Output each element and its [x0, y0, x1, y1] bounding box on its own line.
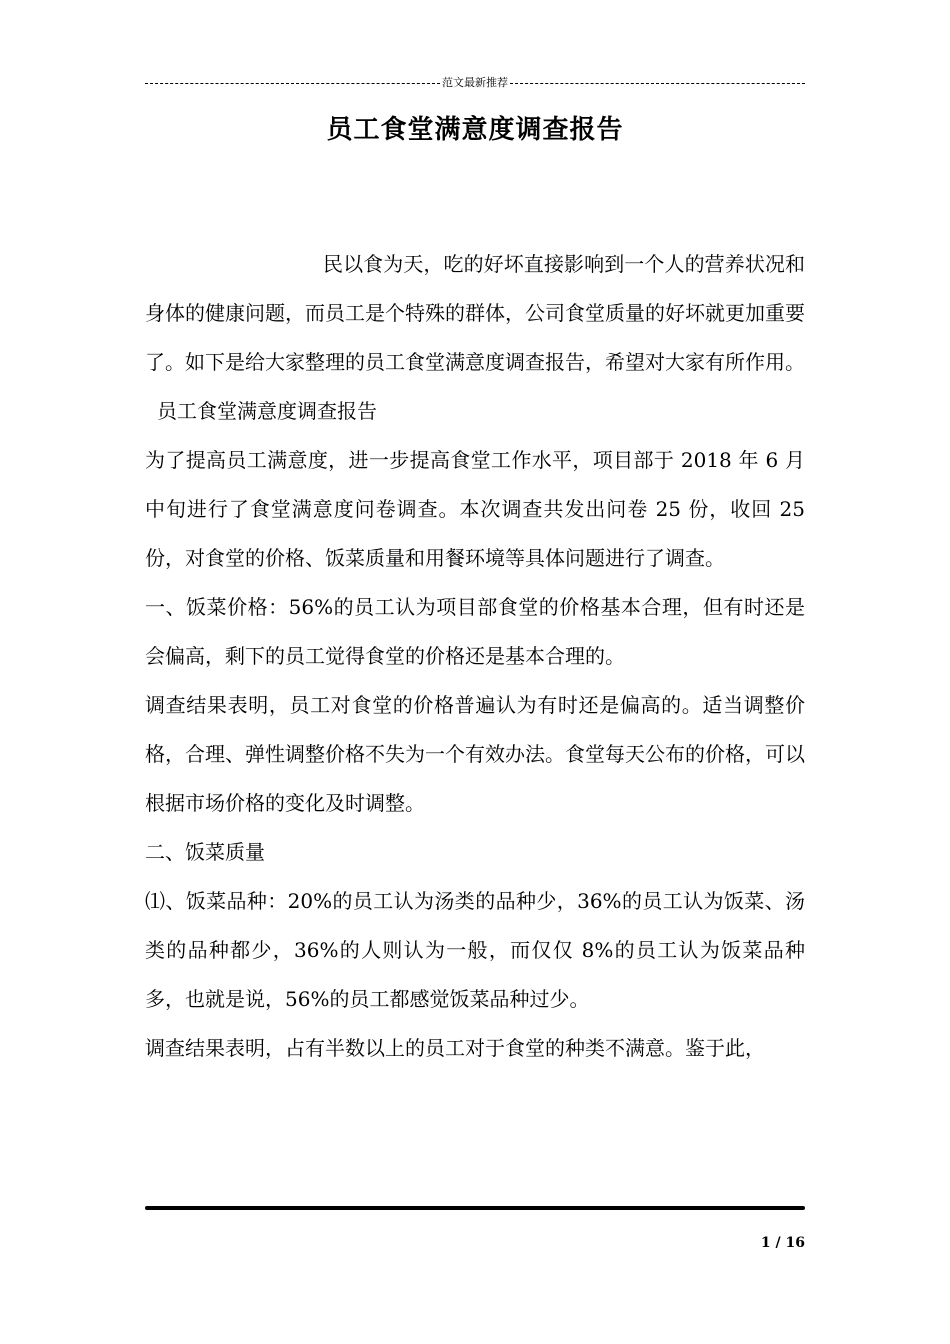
paragraph-subtitle: 员工食堂满意度调查报告 [157, 399, 377, 423]
paragraph-variety-conclusion: 调查结果表明，占有半数以上的员工对于食堂的种类不满意。鉴于此， [145, 1036, 765, 1060]
header-line [145, 75, 805, 91]
header-dash-left [145, 83, 440, 84]
paragraph-price-conclusion: 调查结果表明，员工对食堂的价格普遍认为有时还是偏高的。适当调整价格，合理、弹性调整价格不失为一个有效办法。食堂每天公布的价格，可以根据市场价格的变化及时调整。 [145, 693, 805, 815]
paragraph-survey-overview: 为了提高员工满意度，进一步提高食堂工作水平，项目部于 2018 年 6 月中旬进行了食堂满意度问卷调查。本次调查共发出问卷 25 份，收回 25 份，对食堂的价格、饭菜质量和用餐环境等具体问题进行了调查。 [145, 448, 805, 570]
header-label: 范文最新推荐 [442, 76, 508, 89]
header-dash-right [510, 83, 805, 84]
paragraph-intro: 民以食为天，吃的好坏直接影响到一个人的营养状况和身体的健康问题，而员工是个特殊的群体，公司食堂质量的好坏就更加重要了。如下是给大家整理的员工食堂满意度调查报告，希望对大家有所作用。 [145, 252, 805, 374]
page-number: 1 / 16 [760, 1235, 805, 1251]
document-body [145, 240, 805, 1073]
paragraph-variety: ⑴、饭菜品种：20%的员工认为汤类的品种少，36%的员工认为饭菜、汤类的品种都少，36%的人则认为一般，而仅仅 8%的员工认为饭菜品种多，也就是说，56%的员工都感觉饭菜品种过少。 [145, 889, 805, 1011]
footer-rule [145, 1206, 805, 1210]
document-title: 员工食堂满意度调查报告 [326, 115, 624, 145]
paragraph-price: 一、饭菜价格：56%的员工认为项目部食堂的价格基本合理，但有时还是会偏高，剩下的员工觉得食堂的价格还是基本合理的。 [145, 595, 805, 668]
paragraph-quality-heading: 二、饭菜质量 [145, 840, 265, 864]
